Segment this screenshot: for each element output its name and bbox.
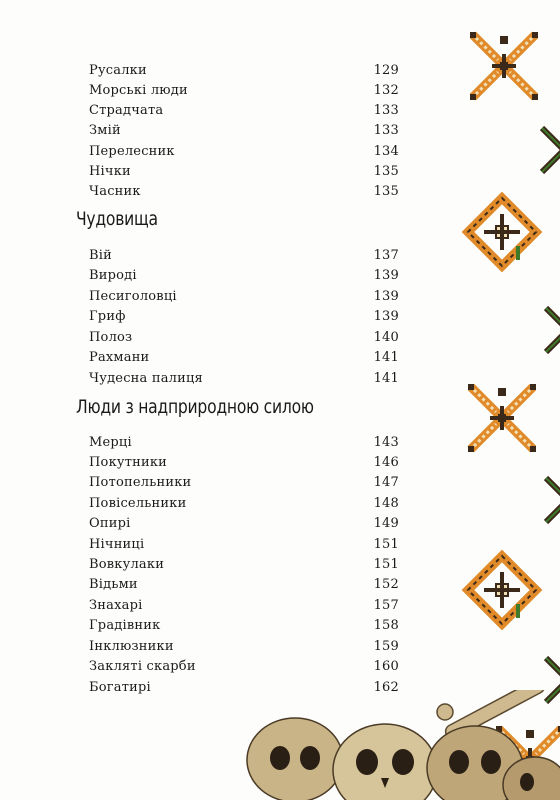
entry-page-number: 141 [373, 370, 399, 386]
section-heading: Чудовища [76, 208, 158, 230]
entry-page-number: 129 [373, 62, 399, 78]
toc-entry [89, 636, 399, 656]
entry-page-number: 133 [373, 122, 399, 138]
toc-entry [89, 432, 399, 452]
entry-title: Мерці [89, 434, 132, 450]
toc-entry [89, 306, 399, 326]
entry-page-number: 139 [373, 267, 399, 283]
entry-page-number: 157 [373, 597, 399, 613]
toc-entry [89, 656, 399, 676]
entry-title: Покутники [89, 454, 168, 470]
entry-title: Закляті скарби [89, 658, 196, 674]
toc-entry [89, 554, 399, 574]
entry-page-number: 158 [373, 617, 399, 633]
entry-page-number: 133 [373, 102, 399, 118]
entry-title: Богатирі [89, 679, 151, 695]
entry-page-number: 135 [373, 163, 399, 179]
toc-entry [89, 493, 399, 513]
toc-entry [89, 513, 399, 533]
entry-page-number: 147 [373, 474, 399, 490]
entry-title: Градівник [89, 617, 161, 633]
skulls-illustration [235, 690, 560, 800]
entry-page-number: 143 [373, 434, 399, 450]
toc-entry [89, 472, 399, 492]
entry-title: Знахарі [89, 597, 143, 613]
entry-title: Вій [89, 247, 112, 263]
toc-entry [89, 245, 399, 265]
entry-page-number: 162 [373, 679, 399, 695]
entry-page-number: 146 [373, 454, 399, 470]
entry-page-number: 148 [373, 495, 399, 511]
entry-title: Рахмани [89, 349, 150, 365]
toc-entry [89, 595, 399, 615]
entry-page-number: 149 [373, 515, 399, 531]
toc-entry [89, 327, 399, 347]
entry-page-number: 135 [373, 183, 399, 199]
entry-page-number: 140 [373, 329, 399, 345]
toc-entry [89, 100, 399, 120]
toc-entry [89, 615, 399, 635]
entry-title: Відьми [89, 576, 138, 592]
toc-entry [89, 161, 399, 181]
entry-page-number: 141 [373, 349, 399, 365]
toc-entry [89, 368, 399, 388]
toc-entry [89, 286, 399, 306]
entry-page-number: 134 [373, 143, 399, 159]
entry-title: Гриф [89, 308, 126, 324]
entry-title: Повісельники [89, 495, 187, 511]
toc-entry [89, 181, 399, 201]
toc-entry [89, 60, 399, 80]
entry-page-number: 137 [373, 247, 399, 263]
entry-title: Морські люди [89, 82, 188, 98]
entry-title: Песиголовці [89, 288, 177, 304]
entry-title: Виродi [89, 267, 137, 283]
entry-page-number: 151 [373, 556, 399, 572]
entry-page-number: 159 [373, 638, 399, 654]
entry-page-number: 152 [373, 576, 399, 592]
toc-entry [89, 120, 399, 140]
entry-title: Часник [89, 183, 141, 199]
entry-title: Чудесна палиця [89, 370, 203, 386]
section-heading: Люди з надприродною силою [76, 396, 314, 418]
entry-title: Інклюзники [89, 638, 174, 654]
embroidery-ornament [450, 0, 560, 800]
entry-title: Перелесник [89, 143, 175, 159]
entry-title: Змій [89, 122, 121, 138]
entry-title: Нічки [89, 163, 131, 179]
entry-page-number: 151 [373, 536, 399, 552]
toc-entry [89, 452, 399, 472]
entry-title: Вовкулаки [89, 556, 165, 572]
entry-page-number: 139 [373, 308, 399, 324]
toc-entry [89, 534, 399, 554]
toc-entry [89, 574, 399, 594]
entry-title: Опирі [89, 515, 131, 531]
entry-page-number: 139 [373, 288, 399, 304]
toc-entry [89, 80, 399, 100]
entry-page-number: 160 [373, 658, 399, 674]
toc-entry [89, 265, 399, 285]
entry-title: Потопельники [89, 474, 192, 490]
entry-title: Полоз [89, 329, 133, 345]
toc-entry [89, 347, 399, 367]
entry-title: Нічниці [89, 536, 145, 552]
entry-title: Русалки [89, 62, 147, 78]
entry-title: Страдчата [89, 102, 164, 118]
toc-entry [89, 141, 399, 161]
entry-page-number: 132 [373, 82, 399, 98]
